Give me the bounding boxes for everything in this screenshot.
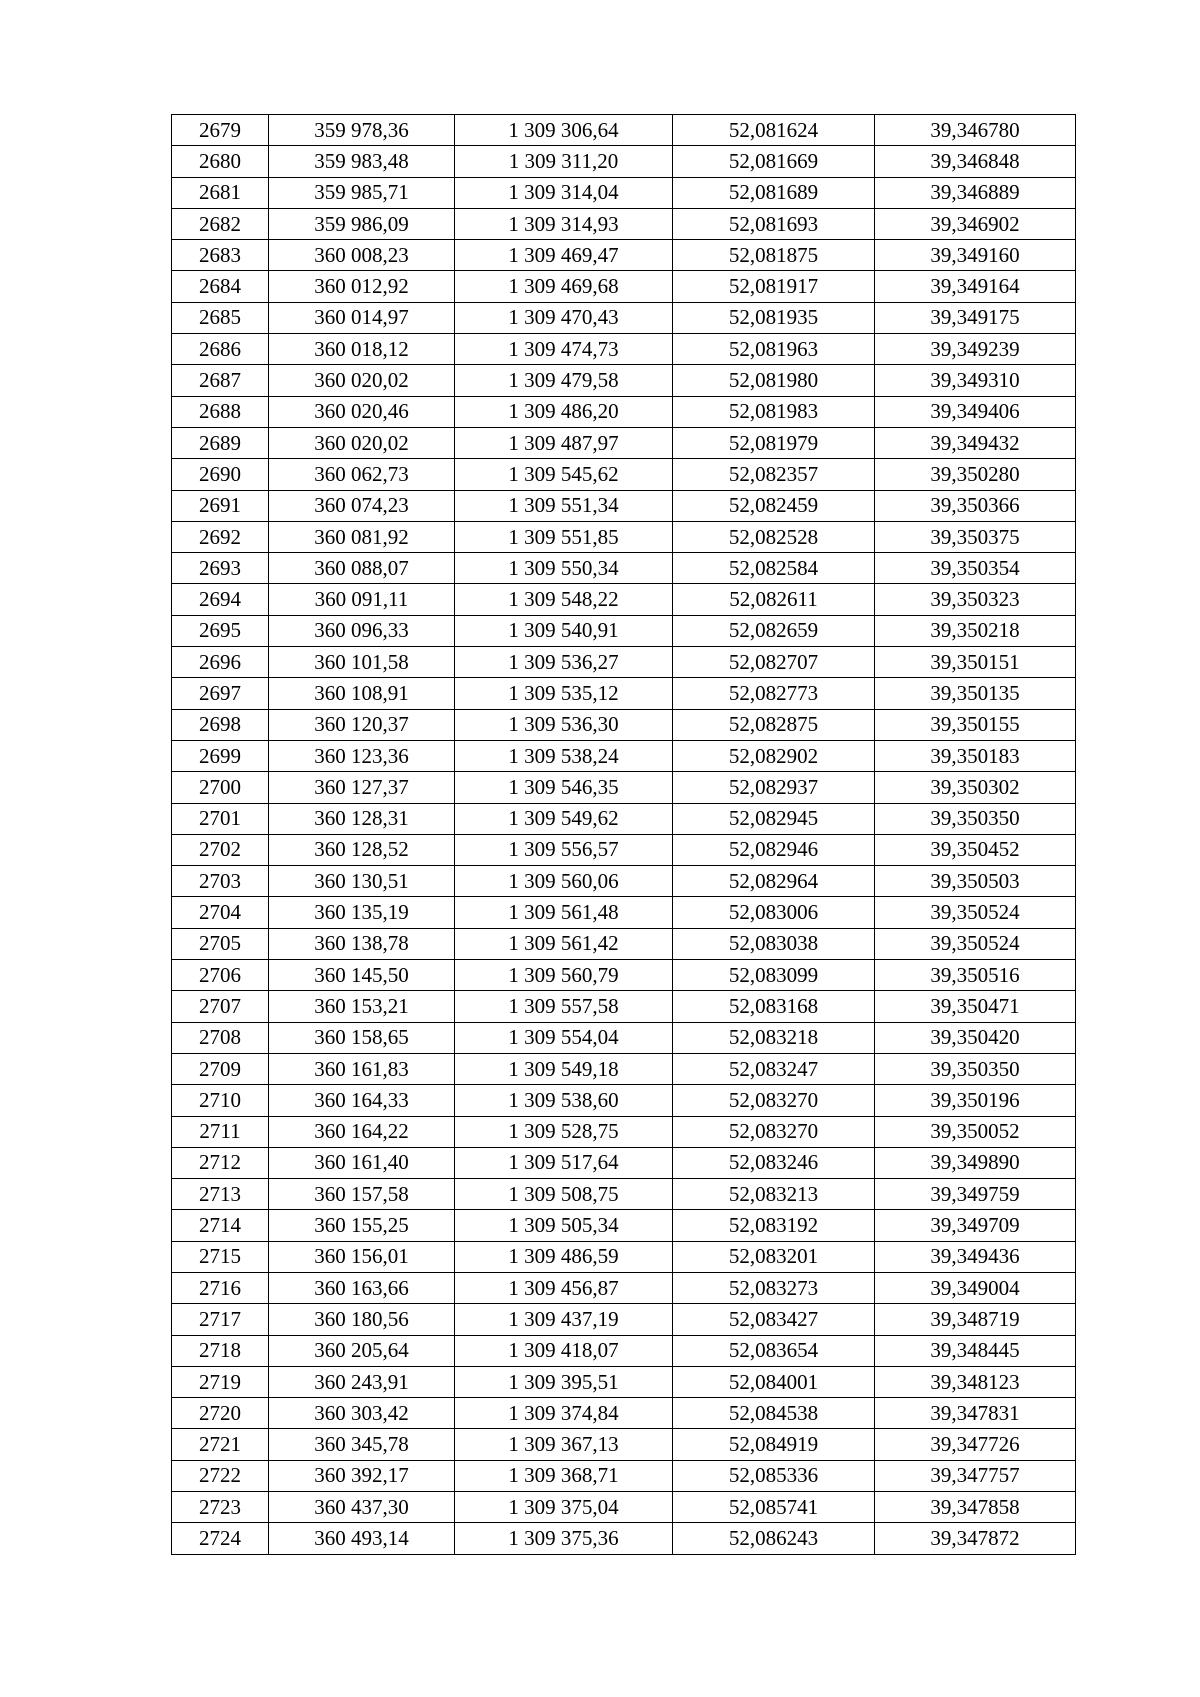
latitude-cell: 52,082773 (673, 678, 875, 709)
latitude-cell: 52,084919 (673, 1429, 875, 1460)
longitude-cell: 39,350218 (875, 615, 1076, 646)
table-row (172, 647, 1076, 678)
y-coordinate-cell: 1 309 536,30 (455, 709, 673, 740)
longitude-cell: 39,348719 (875, 1304, 1076, 1335)
longitude-cell: 39,349709 (875, 1210, 1076, 1241)
y-coordinate-cell: 1 309 538,24 (455, 740, 673, 771)
longitude-cell: 39,350524 (875, 897, 1076, 928)
latitude-cell: 52,082707 (673, 647, 875, 678)
point-number-cell: 2699 (172, 740, 269, 771)
x-coordinate-cell: 360 303,42 (269, 1398, 455, 1429)
y-coordinate-cell: 1 309 486,20 (455, 396, 673, 427)
point-number-cell: 2679 (172, 115, 269, 146)
y-coordinate-cell: 1 309 469,47 (455, 240, 673, 271)
y-coordinate-cell: 1 309 314,04 (455, 177, 673, 208)
x-coordinate-cell: 360 205,64 (269, 1335, 455, 1366)
point-number-cell: 2696 (172, 647, 269, 678)
table-row (172, 240, 1076, 271)
y-coordinate-cell: 1 309 551,34 (455, 490, 673, 521)
longitude-cell: 39,347726 (875, 1429, 1076, 1460)
y-coordinate-cell: 1 309 486,59 (455, 1241, 673, 1272)
coordinates-table-body (172, 115, 1076, 1555)
point-number-cell: 2693 (172, 553, 269, 584)
longitude-cell: 39,350302 (875, 772, 1076, 803)
point-number-cell: 2697 (172, 678, 269, 709)
point-number-cell: 2714 (172, 1210, 269, 1241)
x-coordinate-cell: 359 986,09 (269, 208, 455, 239)
point-number-cell: 2707 (172, 991, 269, 1022)
table-row (172, 866, 1076, 897)
latitude-cell: 52,082584 (673, 553, 875, 584)
point-number-cell: 2719 (172, 1366, 269, 1397)
latitude-cell: 52,082875 (673, 709, 875, 740)
x-coordinate-cell: 360 101,58 (269, 647, 455, 678)
table-row (172, 1398, 1076, 1429)
x-coordinate-cell: 360 157,58 (269, 1179, 455, 1210)
point-number-cell: 2703 (172, 866, 269, 897)
longitude-cell: 39,349004 (875, 1272, 1076, 1303)
x-coordinate-cell: 360 158,65 (269, 1022, 455, 1053)
longitude-cell: 39,349759 (875, 1179, 1076, 1210)
coordinates-table (171, 114, 1076, 1555)
point-number-cell: 2691 (172, 490, 269, 521)
longitude-cell: 39,350375 (875, 521, 1076, 552)
latitude-cell: 52,085741 (673, 1492, 875, 1523)
latitude-cell: 52,083192 (673, 1210, 875, 1241)
table-row (172, 553, 1076, 584)
y-coordinate-cell: 1 309 395,51 (455, 1366, 673, 1397)
x-coordinate-cell: 360 120,37 (269, 709, 455, 740)
x-coordinate-cell: 360 155,25 (269, 1210, 455, 1241)
latitude-cell: 52,082964 (673, 866, 875, 897)
y-coordinate-cell: 1 309 474,73 (455, 334, 673, 365)
y-coordinate-cell: 1 309 314,93 (455, 208, 673, 239)
latitude-cell: 52,083270 (673, 1116, 875, 1147)
point-number-cell: 2721 (172, 1429, 269, 1460)
x-coordinate-cell: 360 081,92 (269, 521, 455, 552)
longitude-cell: 39,350471 (875, 991, 1076, 1022)
x-coordinate-cell: 360 156,01 (269, 1241, 455, 1272)
table-row (172, 615, 1076, 646)
latitude-cell: 52,081624 (673, 115, 875, 146)
x-coordinate-cell: 360 180,56 (269, 1304, 455, 1335)
point-number-cell: 2682 (172, 208, 269, 239)
x-coordinate-cell: 360 012,92 (269, 271, 455, 302)
table-row (172, 1053, 1076, 1084)
longitude-cell: 39,350516 (875, 960, 1076, 991)
x-coordinate-cell: 360 020,02 (269, 365, 455, 396)
longitude-cell: 39,350354 (875, 553, 1076, 584)
table-row (172, 459, 1076, 490)
x-coordinate-cell: 360 018,12 (269, 334, 455, 365)
x-coordinate-cell: 360 128,31 (269, 803, 455, 834)
y-coordinate-cell: 1 309 561,48 (455, 897, 673, 928)
table-row (172, 490, 1076, 521)
latitude-cell: 52,081980 (673, 365, 875, 396)
latitude-cell: 52,082611 (673, 584, 875, 615)
x-coordinate-cell: 360 088,07 (269, 553, 455, 584)
table-row (172, 302, 1076, 333)
table-row (172, 960, 1076, 991)
y-coordinate-cell: 1 309 437,19 (455, 1304, 673, 1335)
latitude-cell: 52,081875 (673, 240, 875, 271)
point-number-cell: 2689 (172, 427, 269, 458)
x-coordinate-cell: 360 020,02 (269, 427, 455, 458)
longitude-cell: 39,348445 (875, 1335, 1076, 1366)
longitude-cell: 39,350052 (875, 1116, 1076, 1147)
y-coordinate-cell: 1 309 538,60 (455, 1085, 673, 1116)
latitude-cell: 52,083427 (673, 1304, 875, 1335)
point-number-cell: 2695 (172, 615, 269, 646)
latitude-cell: 52,082459 (673, 490, 875, 521)
longitude-cell: 39,349175 (875, 302, 1076, 333)
latitude-cell: 52,084001 (673, 1366, 875, 1397)
table-row (172, 1179, 1076, 1210)
point-number-cell: 2685 (172, 302, 269, 333)
point-number-cell: 2718 (172, 1335, 269, 1366)
table-row (172, 834, 1076, 865)
table-row (172, 709, 1076, 740)
point-number-cell: 2683 (172, 240, 269, 271)
latitude-cell: 52,081917 (673, 271, 875, 302)
longitude-cell: 39,350350 (875, 1053, 1076, 1084)
point-number-cell: 2701 (172, 803, 269, 834)
table-row (172, 1022, 1076, 1053)
y-coordinate-cell: 1 309 528,75 (455, 1116, 673, 1147)
x-coordinate-cell: 360 014,97 (269, 302, 455, 333)
point-number-cell: 2724 (172, 1523, 269, 1554)
y-coordinate-cell: 1 309 508,75 (455, 1179, 673, 1210)
longitude-cell: 39,350155 (875, 709, 1076, 740)
x-coordinate-cell: 360 123,36 (269, 740, 455, 771)
longitude-cell: 39,350323 (875, 584, 1076, 615)
latitude-cell: 52,081693 (673, 208, 875, 239)
latitude-cell: 52,083038 (673, 928, 875, 959)
longitude-cell: 39,349239 (875, 334, 1076, 365)
longitude-cell: 39,350280 (875, 459, 1076, 490)
point-number-cell: 2705 (172, 928, 269, 959)
y-coordinate-cell: 1 309 374,84 (455, 1398, 673, 1429)
longitude-cell: 39,350452 (875, 834, 1076, 865)
longitude-cell: 39,350196 (875, 1085, 1076, 1116)
point-number-cell: 2716 (172, 1272, 269, 1303)
table-row (172, 334, 1076, 365)
table-row (172, 365, 1076, 396)
x-coordinate-cell: 360 130,51 (269, 866, 455, 897)
table-row (172, 1085, 1076, 1116)
point-number-cell: 2720 (172, 1398, 269, 1429)
table-row (172, 1492, 1076, 1523)
y-coordinate-cell: 1 309 549,18 (455, 1053, 673, 1084)
latitude-cell: 52,083247 (673, 1053, 875, 1084)
latitude-cell: 52,083006 (673, 897, 875, 928)
longitude-cell: 39,350366 (875, 490, 1076, 521)
longitude-cell: 39,349164 (875, 271, 1076, 302)
x-coordinate-cell: 360 135,19 (269, 897, 455, 928)
x-coordinate-cell: 360 138,78 (269, 928, 455, 959)
latitude-cell: 52,083213 (673, 1179, 875, 1210)
latitude-cell: 52,083168 (673, 991, 875, 1022)
y-coordinate-cell: 1 309 479,58 (455, 365, 673, 396)
x-coordinate-cell: 359 985,71 (269, 177, 455, 208)
latitude-cell: 52,081935 (673, 302, 875, 333)
latitude-cell: 52,082528 (673, 521, 875, 552)
table-row (172, 1147, 1076, 1178)
longitude-cell: 39,349432 (875, 427, 1076, 458)
x-coordinate-cell: 360 108,91 (269, 678, 455, 709)
y-coordinate-cell: 1 309 505,34 (455, 1210, 673, 1241)
point-number-cell: 2712 (172, 1147, 269, 1178)
point-number-cell: 2713 (172, 1179, 269, 1210)
point-number-cell: 2700 (172, 772, 269, 803)
latitude-cell: 52,083099 (673, 960, 875, 991)
latitude-cell: 52,085336 (673, 1460, 875, 1491)
longitude-cell: 39,350135 (875, 678, 1076, 709)
point-number-cell: 2694 (172, 584, 269, 615)
x-coordinate-cell: 360 096,33 (269, 615, 455, 646)
longitude-cell: 39,347872 (875, 1523, 1076, 1554)
longitude-cell: 39,349406 (875, 396, 1076, 427)
y-coordinate-cell: 1 309 548,22 (455, 584, 673, 615)
latitude-cell: 52,083201 (673, 1241, 875, 1272)
latitude-cell: 52,082902 (673, 740, 875, 771)
y-coordinate-cell: 1 309 545,62 (455, 459, 673, 490)
y-coordinate-cell: 1 309 517,64 (455, 1147, 673, 1178)
point-number-cell: 2710 (172, 1085, 269, 1116)
latitude-cell: 52,081689 (673, 177, 875, 208)
x-coordinate-cell: 360 128,52 (269, 834, 455, 865)
table-row (172, 740, 1076, 771)
latitude-cell: 52,081983 (673, 396, 875, 427)
latitude-cell: 52,084538 (673, 1398, 875, 1429)
longitude-cell: 39,347858 (875, 1492, 1076, 1523)
table-row (172, 146, 1076, 177)
longitude-cell: 39,347757 (875, 1460, 1076, 1491)
y-coordinate-cell: 1 309 551,85 (455, 521, 673, 552)
longitude-cell: 39,349310 (875, 365, 1076, 396)
x-coordinate-cell: 360 008,23 (269, 240, 455, 271)
x-coordinate-cell: 360 127,37 (269, 772, 455, 803)
table-row (172, 991, 1076, 1022)
longitude-cell: 39,346780 (875, 115, 1076, 146)
latitude-cell: 52,081979 (673, 427, 875, 458)
longitude-cell: 39,347831 (875, 1398, 1076, 1429)
longitude-cell: 39,346889 (875, 177, 1076, 208)
y-coordinate-cell: 1 309 560,06 (455, 866, 673, 897)
point-number-cell: 2684 (172, 271, 269, 302)
table-row (172, 772, 1076, 803)
y-coordinate-cell: 1 309 535,12 (455, 678, 673, 709)
latitude-cell: 52,082945 (673, 803, 875, 834)
point-number-cell: 2690 (172, 459, 269, 490)
point-number-cell: 2680 (172, 146, 269, 177)
longitude-cell: 39,346848 (875, 146, 1076, 177)
point-number-cell: 2706 (172, 960, 269, 991)
x-coordinate-cell: 360 153,21 (269, 991, 455, 1022)
table-row (172, 1429, 1076, 1460)
latitude-cell: 52,082659 (673, 615, 875, 646)
latitude-cell: 52,083218 (673, 1022, 875, 1053)
y-coordinate-cell: 1 309 540,91 (455, 615, 673, 646)
longitude-cell: 39,350524 (875, 928, 1076, 959)
x-coordinate-cell: 360 392,17 (269, 1460, 455, 1491)
x-coordinate-cell: 360 437,30 (269, 1492, 455, 1523)
table-row (172, 1304, 1076, 1335)
y-coordinate-cell: 1 309 546,35 (455, 772, 673, 803)
point-number-cell: 2702 (172, 834, 269, 865)
y-coordinate-cell: 1 309 311,20 (455, 146, 673, 177)
point-number-cell: 2711 (172, 1116, 269, 1147)
longitude-cell: 39,349436 (875, 1241, 1076, 1272)
latitude-cell: 52,082937 (673, 772, 875, 803)
y-coordinate-cell: 1 309 367,13 (455, 1429, 673, 1460)
y-coordinate-cell: 1 309 469,68 (455, 271, 673, 302)
point-number-cell: 2698 (172, 709, 269, 740)
table-row (172, 897, 1076, 928)
x-coordinate-cell: 360 163,66 (269, 1272, 455, 1303)
x-coordinate-cell: 360 062,73 (269, 459, 455, 490)
y-coordinate-cell: 1 309 470,43 (455, 302, 673, 333)
table-row (172, 1241, 1076, 1272)
longitude-cell: 39,350503 (875, 866, 1076, 897)
point-number-cell: 2687 (172, 365, 269, 396)
table-row (172, 396, 1076, 427)
x-coordinate-cell: 360 345,78 (269, 1429, 455, 1460)
longitude-cell: 39,350183 (875, 740, 1076, 771)
y-coordinate-cell: 1 309 418,07 (455, 1335, 673, 1366)
latitude-cell: 52,081963 (673, 334, 875, 365)
table-row (172, 1460, 1076, 1491)
table-row (172, 208, 1076, 239)
point-number-cell: 2715 (172, 1241, 269, 1272)
y-coordinate-cell: 1 309 375,04 (455, 1492, 673, 1523)
longitude-cell: 39,350350 (875, 803, 1076, 834)
point-number-cell: 2722 (172, 1460, 269, 1491)
longitude-cell: 39,349890 (875, 1147, 1076, 1178)
x-coordinate-cell: 360 020,46 (269, 396, 455, 427)
table-row (172, 1116, 1076, 1147)
table-row (172, 177, 1076, 208)
y-coordinate-cell: 1 309 536,27 (455, 647, 673, 678)
latitude-cell: 52,086243 (673, 1523, 875, 1554)
latitude-cell: 52,083273 (673, 1272, 875, 1303)
y-coordinate-cell: 1 309 561,42 (455, 928, 673, 959)
y-coordinate-cell: 1 309 456,87 (455, 1272, 673, 1303)
point-number-cell: 2692 (172, 521, 269, 552)
latitude-cell: 52,083654 (673, 1335, 875, 1366)
table-row (172, 1366, 1076, 1397)
x-coordinate-cell: 360 091,11 (269, 584, 455, 615)
y-coordinate-cell: 1 309 368,71 (455, 1460, 673, 1491)
x-coordinate-cell: 360 164,22 (269, 1116, 455, 1147)
y-coordinate-cell: 1 309 556,57 (455, 834, 673, 865)
x-coordinate-cell: 360 145,50 (269, 960, 455, 991)
x-coordinate-cell: 360 074,23 (269, 490, 455, 521)
x-coordinate-cell: 360 164,33 (269, 1085, 455, 1116)
y-coordinate-cell: 1 309 487,97 (455, 427, 673, 458)
point-number-cell: 2723 (172, 1492, 269, 1523)
y-coordinate-cell: 1 309 560,79 (455, 960, 673, 991)
longitude-cell: 39,350420 (875, 1022, 1076, 1053)
table-row (172, 928, 1076, 959)
point-number-cell: 2688 (172, 396, 269, 427)
y-coordinate-cell: 1 309 557,58 (455, 991, 673, 1022)
table-row (172, 1272, 1076, 1303)
x-coordinate-cell: 360 161,83 (269, 1053, 455, 1084)
latitude-cell: 52,082946 (673, 834, 875, 865)
point-number-cell: 2708 (172, 1022, 269, 1053)
table-row (172, 1523, 1076, 1554)
x-coordinate-cell: 359 983,48 (269, 146, 455, 177)
y-coordinate-cell: 1 309 550,34 (455, 553, 673, 584)
longitude-cell: 39,349160 (875, 240, 1076, 271)
longitude-cell: 39,346902 (875, 208, 1076, 239)
point-number-cell: 2704 (172, 897, 269, 928)
x-coordinate-cell: 360 161,40 (269, 1147, 455, 1178)
y-coordinate-cell: 1 309 375,36 (455, 1523, 673, 1554)
table-row (172, 1210, 1076, 1241)
x-coordinate-cell: 359 978,36 (269, 115, 455, 146)
table-row (172, 1335, 1076, 1366)
table-row (172, 678, 1076, 709)
y-coordinate-cell: 1 309 549,62 (455, 803, 673, 834)
table-row (172, 115, 1076, 146)
point-number-cell: 2686 (172, 334, 269, 365)
y-coordinate-cell: 1 309 554,04 (455, 1022, 673, 1053)
latitude-cell: 52,082357 (673, 459, 875, 490)
point-number-cell: 2717 (172, 1304, 269, 1335)
x-coordinate-cell: 360 493,14 (269, 1523, 455, 1554)
point-number-cell: 2681 (172, 177, 269, 208)
table-row (172, 584, 1076, 615)
point-number-cell: 2709 (172, 1053, 269, 1084)
longitude-cell: 39,348123 (875, 1366, 1076, 1397)
longitude-cell: 39,350151 (875, 647, 1076, 678)
latitude-cell: 52,081669 (673, 146, 875, 177)
table-row (172, 427, 1076, 458)
y-coordinate-cell: 1 309 306,64 (455, 115, 673, 146)
x-coordinate-cell: 360 243,91 (269, 1366, 455, 1397)
table-row (172, 521, 1076, 552)
latitude-cell: 52,083270 (673, 1085, 875, 1116)
table-row (172, 803, 1076, 834)
latitude-cell: 52,083246 (673, 1147, 875, 1178)
table-row (172, 271, 1076, 302)
